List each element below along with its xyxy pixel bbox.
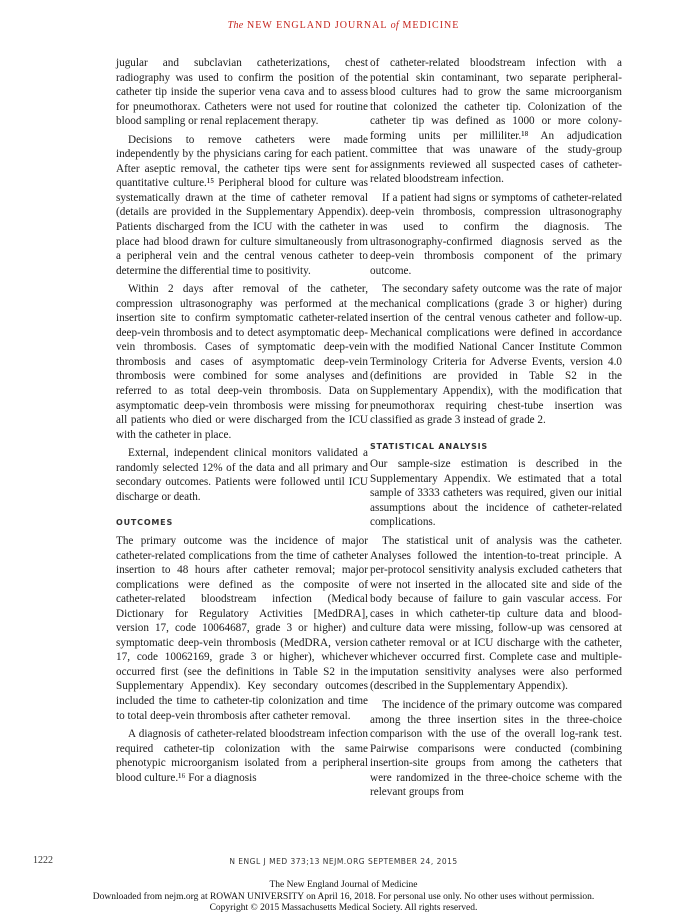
- body-paragraph: The secondary safety outcome was the rate of major mechanical complications (grade 3 or higher) during insertion of the central venous catheter and follow-up. Mechanical complications were defined in accordance with the modified National Cancer Institute Common Terminology Criteria for Adverse Events, version 4.0 (definitions are provided in Table S2 in the Supplementary Appendix), with the modification that pneumothorax requiring chest-tube insertion was classified as grade 3 instead of grade 2.: [370, 283, 622, 427]
- page-number: 1222: [33, 855, 53, 866]
- download-notice: [0, 880, 687, 915]
- download-notice-title: The New England Journal of Medicine: [269, 880, 418, 890]
- journal-citation: N ENGL J MED 373;13 NEJM.ORG SEPTEMBER 24, 2015: [229, 857, 458, 866]
- section-heading: OUTCOMES: [116, 518, 174, 528]
- body-paragraph: Decisions to remove catheters were made independently by the physicians caring for each patient. After aseptic removal, the catheter tips were sent for quantitative culture.¹⁵ Peripheral blood for culture was systematically drawn at the time of catheter removal (details are provided in the Supplementary Appendix). Patients discharged from the ICU with the catheter in place had blood drawn for culture simultaneously from a peripheral vein and the central venous catheter to determine the differential time to positivity.: [116, 133, 368, 277]
- journal-header: [0, 20, 687, 31]
- journal-header-prefix: The: [227, 20, 244, 31]
- right-column: [370, 56, 622, 804]
- body-paragraph: A diagnosis of catheter-related bloodstream infection required catheter-tip colonization with the same phenotypic microorganism isolated from a peripheral blood culture.¹⁶ For a diagnosis: [116, 728, 368, 784]
- body-paragraph: The statistical unit of analysis was the catheter. Analyses followed the intention-to-treat principle. A per-protocol sensitivity analysis excluded catheters that were not inserted in the allocated site and side of the body because of failure to gain vascular access. For cases in which catheter-tip culture data and blood-culture data were missing, follow-up was censored at catheter removal or at ICU discharge with the catheter, whichever occurred first. Complete case and multiple-imputation sensitivity analyses were also performed (described in the Supplementary Appendix).: [370, 534, 622, 693]
- journal-header-suffix: MEDICINE: [402, 20, 460, 31]
- body-paragraph: If a patient had signs or symptoms of catheter-related deep-vein thrombosis, compression ultrasonography was used to confirm the diagnosis. The ultrasonography-confirmed diagnosis served as the deep-vein thrombosis component of the primary outcome.: [370, 191, 622, 277]
- left-column: [116, 56, 368, 789]
- body-paragraph: The primary outcome was the incidence of major catheter-related complications from the time of catheter insertion to 48 hours after catheter removal; major complications were defined as the composite of catheter-related bloodstream infection (Medical Dictionary for Regulatory Activities [MedDRA], version 17, code 10064687, grade 3 or higher) and symptomatic deep-vein thrombosis (MedDRA, version 17, code 10062169, grade 3 or higher), whichever occurred first (see the definitions in Table S2 in the Supplementary Appendix). Key secondary outcomes included the time to catheter-tip colonization and time to total deep-vein thrombosis after catheter removal.: [116, 534, 368, 722]
- body-paragraph: The incidence of the primary outcome was compared among the three insertion sites in the three-choice comparison with the use of the overall log-rank test. Pairwise comparisons were conducted (combining insertion-site groups from among the catheters that were randomized in the three-choice scheme with the relevant groups from: [370, 698, 622, 799]
- journal-header-of: of: [390, 20, 399, 31]
- body-paragraph: jugular and subclavian catheterizations, chest radiography was used to confirm the position of the catheter tip inside the superior vena cava and to assess for pneumothorax. Catheters were not used for routine blood sampling or renal replacement therapy.: [116, 57, 368, 128]
- journal-header-name: NEW ENGLAND JOURNAL: [247, 20, 388, 31]
- body-paragraph: External, independent clinical monitors validated a randomly selected 12% of the data and all primary and secondary outcomes. Patients were followed until ICU discharge or death.: [116, 447, 368, 503]
- body-paragraph: Our sample-size estimation is described in the Supplementary Appendix. We estimated that a total sample of 3333 catheters was required, given our initial assumptions about the incidence of catheter-related complications.: [370, 458, 622, 529]
- body-paragraph: Within 2 days after removal of the catheter, compression ultrasonography was performed at the insertion site to confirm symptomatic catheter-related deep-vein thrombosis and to detect asymptomatic deep-vein thrombosis. Cases of symptomatic deep-vein thrombosis and cases of asymptomatic deep-vein thrombosis were combined for some analyses and referred to as total deep-vein thrombosis. Data on asymptomatic deep-vein thrombosis were missing for all patients who died or were discharged from the ICU with the catheter in place.: [116, 283, 368, 441]
- download-notice-permission: Downloaded from nejm.org at ROWAN UNIVERSITY on April 16, 2018. For personal use only. No other uses without permission.: [92, 891, 595, 902]
- body-paragraph: of catheter-related bloodstream infection with a potential skin contaminant, two separate peripheral-blood cultures had to grow the same microorganism that colonized the catheter tip. Colonization of the catheter tip was defined as 1000 or more colony-forming units per milliliter.¹⁸ An adjudication committee that was unaware of the study-group assignments reviewed all suspected cases of catheter-related bloodstream infection.: [370, 57, 622, 186]
- download-notice-copyright: Copyright © 2015 Massachusetts Medical Society. All rights reserved.: [209, 903, 478, 913]
- section-heading: STATISTICAL ANALYSIS: [370, 441, 488, 451]
